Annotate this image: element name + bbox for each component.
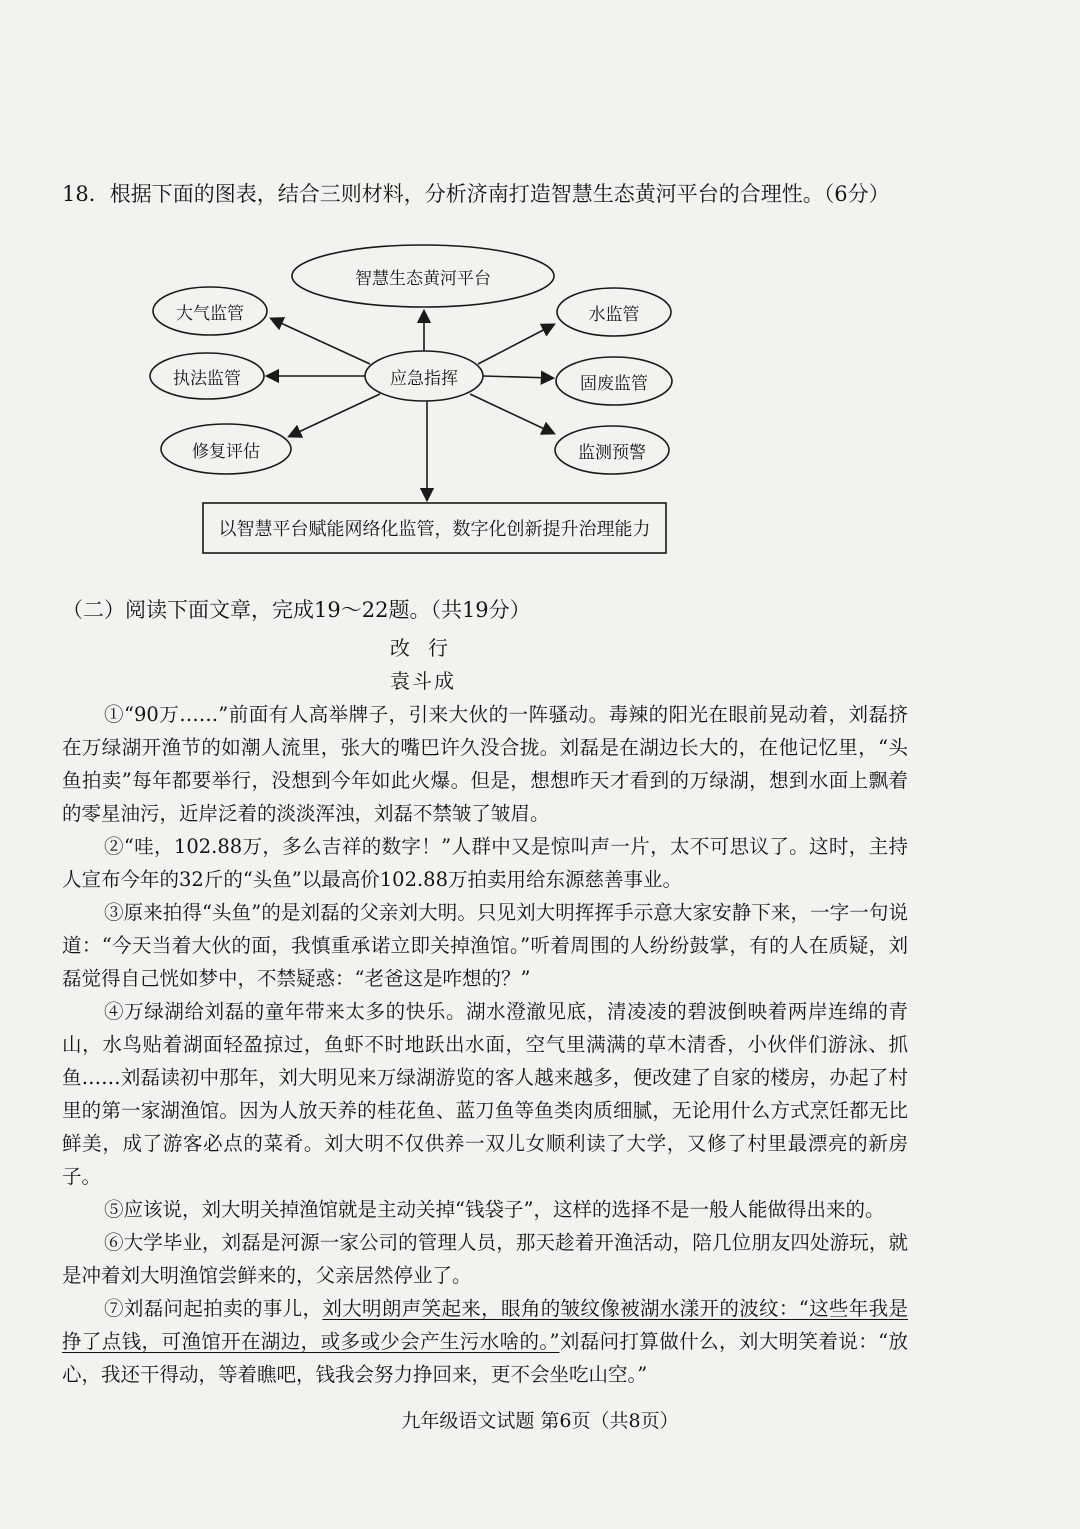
article-title: 改行 xyxy=(390,636,466,660)
paragraph-7-underlined: 刘大明朗声笑起来，眼角的皱纹像被湖水漾开的波纹：“这些年我是挣了点钱，可渔馆开在湖边，或多或少会产生污水啥的。” xyxy=(62,1297,908,1353)
paragraph-1: ①“90万……”前面有人高举牌子，引来大伙的一阵骚动。毒辣的阳光在眼前晃动着，刘磊挤在万绿湖开渔节的如潮人流里，张大的嘴巴许久没合拢。刘磊是在湖边长大的，在他记忆里，“头鱼拍卖”每年都要举行，没想到今年如此火爆。但是，想想昨天才看到的万绿湖，想到水面上飘着的零星油污，近岸泛着的淡淡浑浊，刘磊不禁皱了皱眉。 xyxy=(62,703,908,825)
platform-diagram xyxy=(140,238,700,568)
node-platform: 智慧生态黄河平台 xyxy=(355,268,491,289)
paragraph-6: ⑥大学毕业，刘磊是河源一家公司的管理人员，那天趁着开渔活动，陪几位朋友四处游玩，就是冲着刘大明渔馆尝鲜来的，父亲居然停业了。 xyxy=(62,1231,908,1287)
paragraph-7-lead: ⑦刘磊问起拍卖的事儿， xyxy=(104,1297,323,1320)
paragraph-7 xyxy=(62,1292,908,1391)
node-restoration: 修复评估 xyxy=(192,441,260,462)
node-solid-waste: 固废监管 xyxy=(580,373,648,394)
node-emergency-command: 应急指挥 xyxy=(390,368,458,389)
paragraph-3: ③原来拍得“头鱼”的是刘磊的父亲刘大明。只见刘大明挥挥手示意大家安静下来，一字一句说道：“今天当着大伙的面，我慎重承诺立即关掉渔馆。”听着周围的人纷纷鼓掌，有的人在质疑，刘磊觉得自己恍如梦中，不禁疑惑：“老爸这是咋想的？” xyxy=(62,901,908,990)
node-law-enforcement: 执法监管 xyxy=(173,368,241,389)
section-heading: （二）阅读下面文章，完成19～22题。（共19分） xyxy=(62,598,531,622)
paragraph-2: ②“哇，102.88万，多么吉祥的数字！”人群中又是惊叫声一片，太不可思议了。这时，主持人宣布今年的32斤的“头鱼”以最高价102.88万拍卖用给东源慈善事业。 xyxy=(62,835,908,891)
page-footer: 九年级语文试题 第6页（共8页） xyxy=(401,1410,679,1432)
node-monitoring-warning: 监测预警 xyxy=(578,442,646,463)
node-air-supervision: 大气监管 xyxy=(176,303,244,324)
paragraph-7-tail: 刘磊问打算做什么，刘大明笑着说：“放心，我还干得动，等着瞧吧，钱我会努力挣回来，更不会坐吃山空。” xyxy=(62,1330,908,1386)
article-author: 袁斗成 xyxy=(390,669,456,693)
paragraph-4: ④万绿湖给刘磊的童年带来太多的快乐。湖水澄澈见底，清凌凌的碧波倒映着两岸连绵的青山，水鸟贴着湖面轻盈掠过，鱼虾不时地跃出水面，空气里满满的草木清香，小伙伴们游泳、抓鱼……刘磊读初中那年，刘大明见来万绿湖游览的客人越来越多，便改建了自家的楼房，办起了村里的第一家湖渔馆。因为人放天养的桂花鱼、蓝刀鱼等鱼类肉质细腻，无论用什么方式烹饪都无比鲜美，成了游客必点的菜肴。刘大明不仅供养一双儿女顺利读了大学，又修了村里最漂亮的新房子。 xyxy=(62,1000,908,1188)
question-18: 18．根据下面的图表，结合三则材料，分析济南打造智慧生态黄河平台的合理性。（6分） xyxy=(62,182,890,206)
diagram-summary-box: 以智慧平台赋能网络化监管，数字化创新提升治理能力 xyxy=(218,519,651,540)
node-water-supervision: 水监管 xyxy=(588,304,640,325)
paragraph-5: ⑤应该说，刘大明关掉渔馆就是主动关掉“钱袋子”，这样的选择不是一般人能做得出来的。 xyxy=(104,1198,885,1221)
